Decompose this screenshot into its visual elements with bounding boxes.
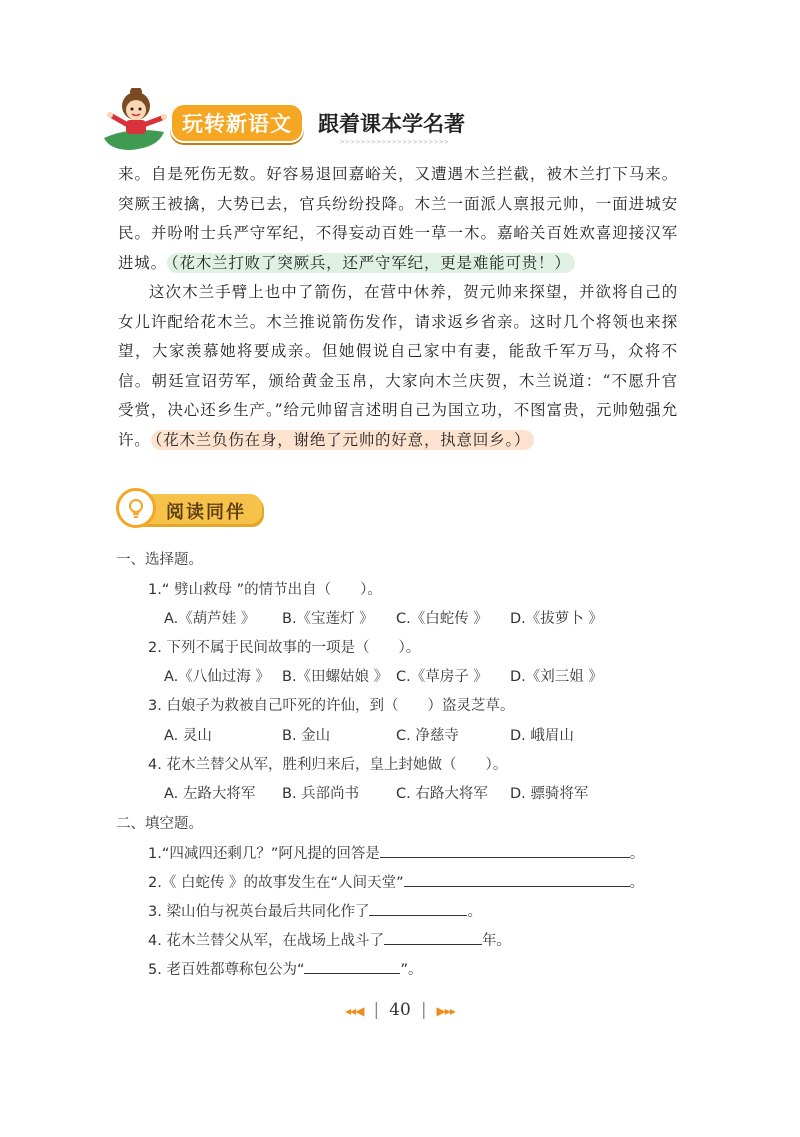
option-b[interactable]: B.《田螺姑娘 》 bbox=[282, 669, 389, 685]
fill-question-1 bbox=[148, 842, 644, 863]
fill-1-suffix: 。 bbox=[629, 846, 645, 862]
question-3-options bbox=[164, 724, 574, 745]
page-footer bbox=[0, 1000, 800, 1020]
option-c[interactable]: C.《白蛇传 》 bbox=[396, 611, 488, 627]
fill-question-3 bbox=[148, 900, 482, 921]
option-b[interactable]: B.《宝莲灯 》 bbox=[282, 611, 374, 627]
option-a[interactable]: A. 左路大将军 bbox=[164, 786, 256, 802]
option-a[interactable]: A.《八仙过海 》 bbox=[164, 669, 270, 685]
fill-4-blank[interactable] bbox=[384, 930, 482, 945]
paragraph-2 bbox=[118, 278, 678, 455]
part1-title: 一、选择题。 bbox=[116, 552, 203, 568]
footer-separator-left: | bbox=[373, 1000, 380, 1020]
fill-3-prefix: 3. 梁山伯与祝英台最后共同化作了 bbox=[148, 904, 370, 920]
page-number: 40 bbox=[389, 1000, 411, 1020]
fill-1-prefix: 1.“四减四还剩几？”阿凡提的回答是 bbox=[148, 846, 380, 862]
question-1: 1.“ 劈山救母 ”的情节出自（ ）。 bbox=[148, 582, 382, 598]
fill-4-suffix: 年。 bbox=[481, 933, 511, 949]
fill-question-5 bbox=[148, 958, 422, 979]
question-4-options bbox=[164, 782, 588, 803]
option-d[interactable]: D. 骠骑将军 bbox=[510, 786, 589, 802]
question-3: 3. 白娘子为救被自己吓死的许仙，到（ ）盗灵芝草。 bbox=[148, 698, 515, 714]
question-4: 4. 花木兰替父从军，胜利归来后，皇上封她做（ ）。 bbox=[148, 757, 508, 773]
fill-5-blank[interactable] bbox=[304, 959, 400, 974]
brand-sub-label: 跟着课本学名著 bbox=[318, 112, 465, 136]
question-1-options bbox=[164, 607, 603, 628]
option-b[interactable]: B. 金山 bbox=[282, 728, 331, 744]
fill-2-suffix: 。 bbox=[629, 875, 645, 891]
fill-question-2 bbox=[148, 871, 644, 892]
fill-1-blank[interactable] bbox=[380, 843, 630, 858]
fill-3-suffix: 。 bbox=[467, 904, 482, 920]
option-d[interactable]: D. 峨眉山 bbox=[510, 728, 574, 744]
option-a[interactable]: A.《葫芦娃 》 bbox=[164, 611, 256, 627]
option-b[interactable]: B. 兵部尚书 bbox=[282, 786, 360, 802]
option-a[interactable]: A. 灵山 bbox=[164, 728, 212, 744]
section-title: 阅读同伴 bbox=[166, 502, 246, 523]
brand-decoration: >>>>>>>>>>>>>>>>>>>>> bbox=[340, 138, 450, 146]
fill-5-suffix: ”。 bbox=[400, 962, 423, 978]
paragraph-2-text: 这次木兰手臂上也中了箭伤，在营中休养，贺元帅来探望，并欲将自己的女儿许配给花木兰。木兰推说箭伤发作，请求返乡省亲。这时几个将领也来探望，大家羡慕她将要成亲。但她假说自己家中有妻，能敌千军万马，众将不信。朝廷宣诏劳军，颁给黄金玉帛，大家向木兰庆贺，木兰说道：“不愿升官受赏，决心还乡生产。”给元帅留言述明自己为国立功，不图富贵，元帅勉强允许。 bbox=[118, 283, 678, 449]
fill-question-4 bbox=[148, 929, 511, 950]
paragraph-1-text: 来。自是死伤无数。好容易退回嘉峪关，又遭遇木兰拦截，被木兰打下马来。突厥王被擒，大势已去，官兵纷纷投降。木兰一面派人禀报元帅，一面进城安民。并吩咐士兵严守军纪，不得妄动百姓一草一木。嘉峪关百姓欢喜迎接汉军进城。 bbox=[118, 165, 678, 272]
option-c[interactable]: C. 净慈寺 bbox=[396, 728, 459, 744]
fill-4-prefix: 4. 花木兰替父从军，在战场上战斗了 bbox=[148, 933, 384, 949]
brand-title bbox=[170, 108, 465, 138]
brand-main-label: 玩转新语文 bbox=[170, 103, 304, 143]
question-2: 2. 下列不属于民间故事的一项是（ ）。 bbox=[148, 640, 421, 656]
reading-passage bbox=[118, 160, 678, 455]
left-arrows-icon: ◂◂◀ bbox=[345, 1004, 364, 1018]
fill-5-prefix: 5. 老百姓都尊称包公为“ bbox=[148, 962, 305, 978]
annotation-note-2: （花木兰负伤在身，谢绝了元帅的好意，执意回乡。） bbox=[151, 430, 535, 450]
fill-2-blank[interactable] bbox=[404, 872, 630, 887]
mascot-girl-icon bbox=[100, 88, 172, 152]
question-2-options bbox=[164, 665, 603, 686]
option-d[interactable]: D.《刘三姐 》 bbox=[510, 669, 603, 685]
annotation-note-1: （花木兰打败了突厥兵，还严守军纪，更是难能可贵！） bbox=[167, 253, 575, 273]
fill-2-prefix: 2.《 白蛇传 》的故事发生在“人间天堂” bbox=[148, 875, 404, 891]
reading-companion-banner bbox=[116, 488, 266, 528]
option-d[interactable]: D.《拔萝卜 》 bbox=[510, 611, 603, 627]
paragraph-1 bbox=[118, 160, 678, 278]
fill-3-blank[interactable] bbox=[369, 901, 467, 916]
page-header bbox=[100, 88, 520, 148]
part2-title: 二、填空题。 bbox=[116, 816, 203, 832]
option-c[interactable]: C.《草房子 》 bbox=[396, 669, 488, 685]
lightbulb-icon bbox=[116, 488, 156, 528]
right-arrows-icon: ▶▸▸ bbox=[436, 1004, 455, 1018]
option-c[interactable]: C. 右路大将军 bbox=[396, 786, 488, 802]
footer-separator-right: | bbox=[420, 1000, 427, 1020]
